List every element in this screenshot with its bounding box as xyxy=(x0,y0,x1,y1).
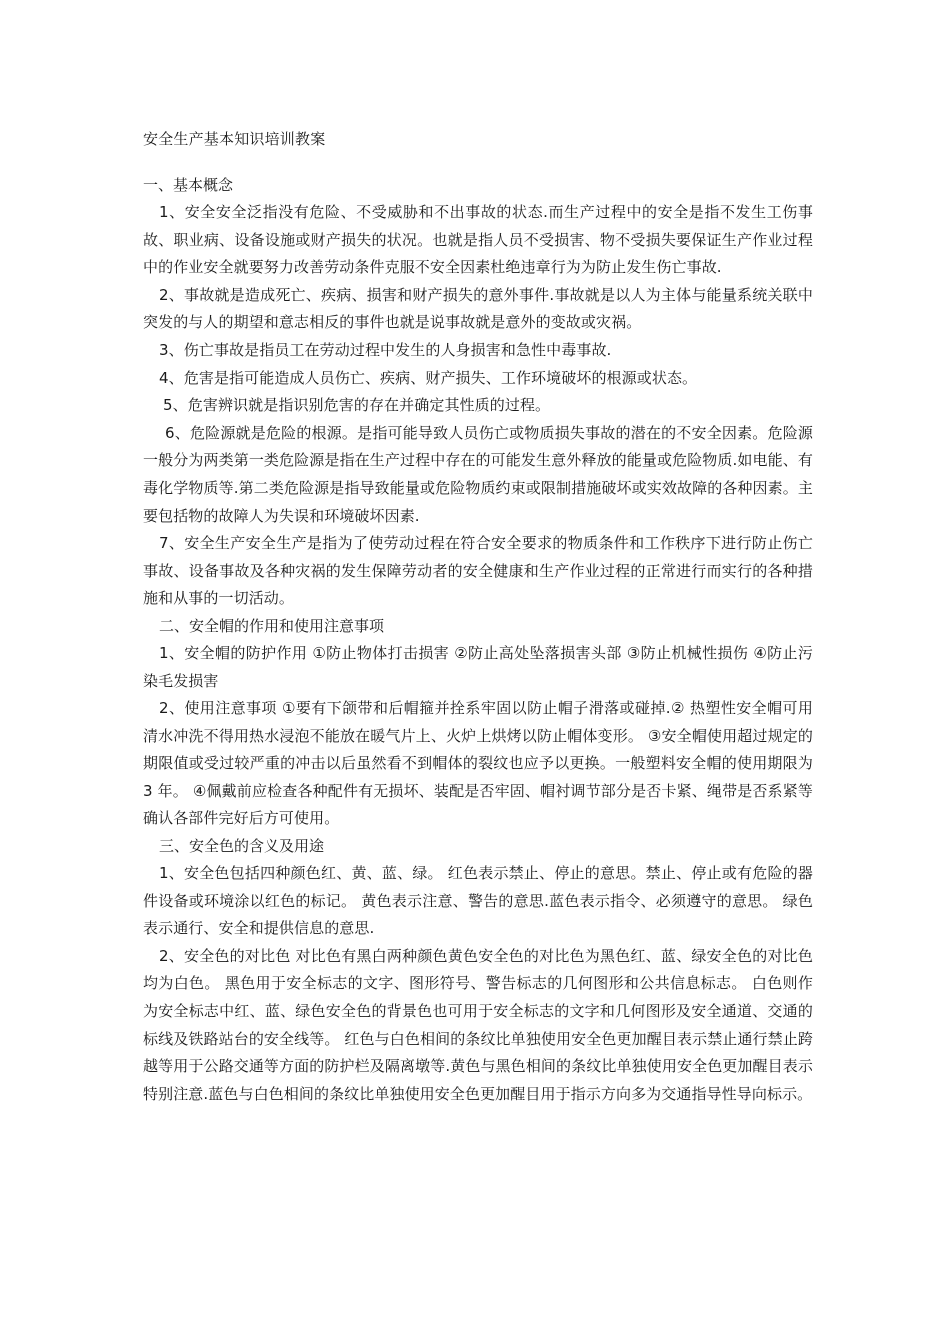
paragraph-safety-definition: 1、安全安全泛指没有危险、不受威胁和不出事故的状态.而生产过程中的安全是指不发生工伤事故、职业病、设备设施或财产损失的状况。也就是指人员不受损害、物不受损失要保证生产作业过程中的作业安全就要努力改善劳动条件克服不安全因素杜绝违章行为为防止发生伤亡事故. xyxy=(143,203,813,277)
paragraph-hazard-definition: 4、危害是指可能造成人员伤亡、疾病、财产损失、工作环境破坏的根源或状态。 xyxy=(159,368,698,387)
paragraph-accident-definition: 2、事故就是造成死亡、疾病、损害和财产损失的意外事件.事故就是以人为主体与能量系统关联中突发的与人的期望和意志相反的事件也就是说事故就是意外的变故或灾祸。 xyxy=(143,285,813,332)
paragraph-helmet-protection: 1、安全帽的防护作用 ①防止物体打击损害 ②防止高处坠落损害头部 ③防止机械性损伤 ④防止污染毛发损害 xyxy=(143,643,813,690)
document-body xyxy=(143,126,813,1108)
paragraph-helmet-usage-notes: 2、使用注意事项 ①要有下颌带和后帽箍并拴系牢固以防止帽子滑落或碰掉.② 热塑性安全帽可用清水冲洗不得用热水浸泡不能放在暖气片上、火炉上烘烤以防止帽体变形。 ③安全帽使用超过规定的期限值或受过较严重的冲击以后虽然看不到帽体的裂纹也应予以更换。一般塑料安全帽的使用期限为 3 年。 ④佩戴前应检查各种配件有无损坏、装配是否牢固、帽衬调节部分是否卡紧、绳带是否系紧等确认各部件完好后方可使用。 xyxy=(143,699,813,828)
section-heading-safety-helmet: 二、安全帽的作用和使用注意事项 xyxy=(159,616,385,635)
paragraph-safety-colors: 1、安全色包括四种颜色红、黄、蓝、绿。 红色表示禁止、停止的意思。禁止、停止或有危险的器件设备或环境涂以红色的标记。 黄色表示注意、警告的意思.蓝色表示指令、必须遵守的意思。 绿色表示通行、安全和提供信息的意思. xyxy=(143,864,813,938)
paragraph-contrast-colors: 2、安全色的对比色 对比色有黑白两种颜色黄色安全色的对比色为黑色红、蓝、绿安全色的对比色均为白色。 黑色用于安全标志的文字、图形符号、警告标志的几何图形和公共信息标志。 白色则作为安全标志中红、蓝、绿色安全色的背景色也可用于安全标志的文字和几何图形及安全通道、交通的标线及铁路站台的安全线等。 红色与白色相间的条纹比单独使用安全色更加醒目表示禁止通行禁止跨越等用于公路交通等方面的防护栏及隔离墩等.黄色与黑色相间的条纹比单独使用安全色更加醒目表示特别注意.蓝色与白色相间的条纹比单独使用安全色更加醒目用于指示方向多为交通指导性导向标示。 xyxy=(143,946,813,1103)
paragraph-safe-production: 7、安全生产安全生产是指为了使劳动过程在符合安全要求的物质条件和工作秩序下进行防止伤亡事故、设备事故及各种灾祸的发生保障劳动者的安全健康和生产作业过程的正常进行而实行的各种措施和从事的一切活动。 xyxy=(143,534,813,608)
paragraph-casualty-accident: 3、伤亡事故是指员工在劳动过程中发生的人身损害和急性中毒事故. xyxy=(159,340,612,359)
document-title: 安全生产基本知识培训教案 xyxy=(143,130,326,148)
section-heading-basic-concepts: 一、基本概念 xyxy=(143,176,234,194)
paragraph-hazard-source: 6、危险源就是危险的根源。是指可能导致人员伤亡或物质损失事故的潜在的不安全因素。危险源一般分为两类第一类危险源是指在生产过程中存在的可能发生意外释放的能量或危险物质.如电能、有毒化学物质等.第二类危险源是指导致能量或危险物质约束或限制措施破坏或实效故障的各种因素。主要包括物的故障人为失误和环境破坏因素. xyxy=(143,423,813,525)
paragraph-hazard-identification: 5、危害辨识就是指识别危害的存在并确定其性质的过程。 xyxy=(163,396,551,415)
section-heading-safety-colors: 三、安全色的含义及用途 xyxy=(159,837,325,856)
